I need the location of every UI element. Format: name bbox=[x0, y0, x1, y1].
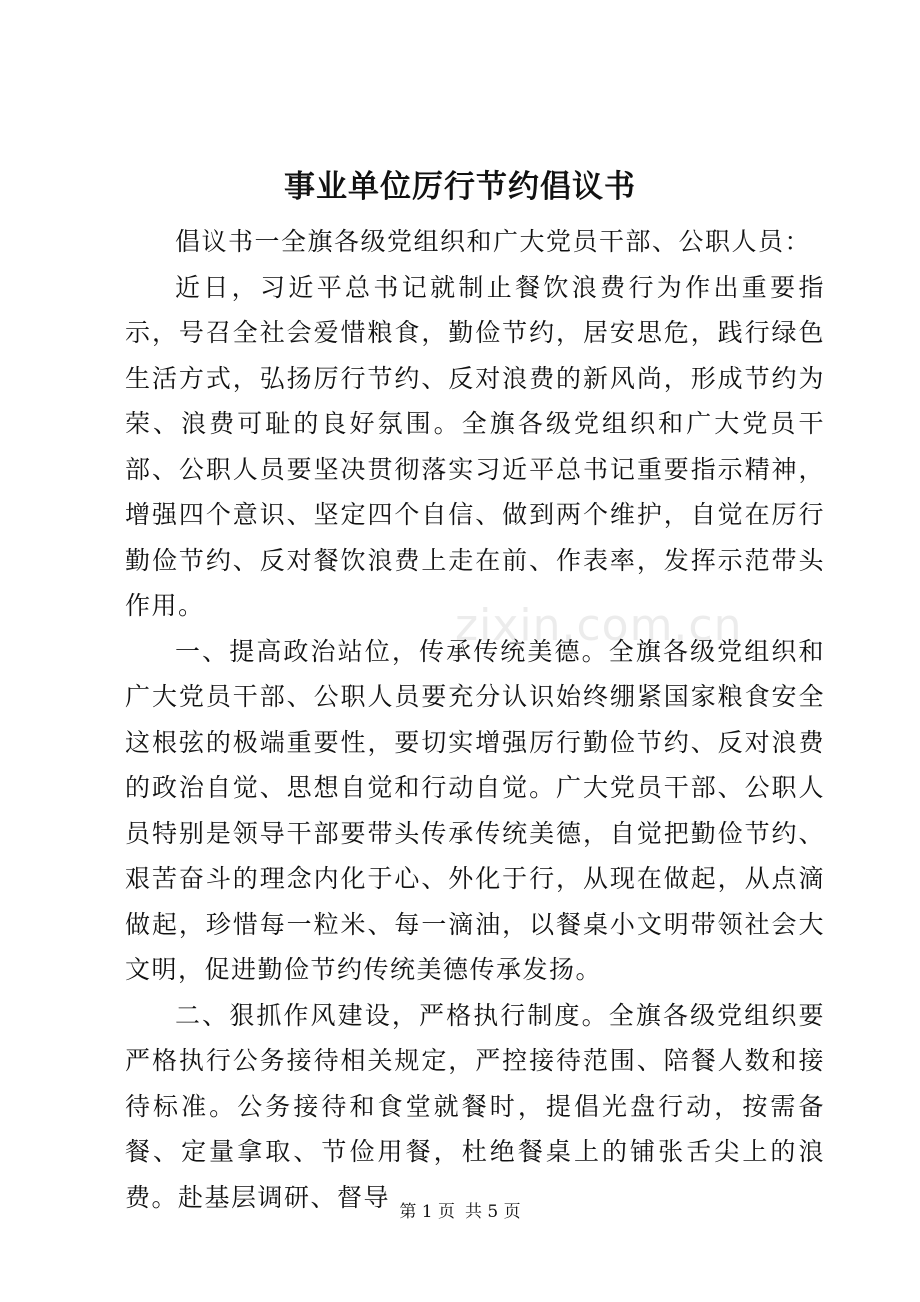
document-title: 事业单位厉行节约倡议书 bbox=[284, 169, 636, 205]
watermark: zixin.com.cn bbox=[455, 600, 743, 651]
page-footer bbox=[0, 1200, 920, 1224]
paragraph-section-two: 二、狠抓作风建设，严格执行制度。全旗各级党组织要严格执行公务接待相关规定，严控接待范围、陪餐人数和接待标准。公务接待和食堂就餐时，提倡光盘行动，按需备餐、定量拿取、节俭用餐，杜绝餐桌上的铺张舌尖上的浪费。赴基层调研、督导 bbox=[125, 1000, 825, 1212]
paragraph-section-one: 一、提高政治站位，传承传统美德。全旗各级党组织和广大党员干部、公职人员要充分认识始终绷紧国家粮食安全这根弦的极端重要性，要切实增强厉行勤俭节约、反对浪费的政治自觉、思想自觉和行动自觉。广大党员干部、公职人员特别是领导干部要带头传承传统美德，自觉把勤俭节约、艰苦奋斗的理念内化于心、外化于行，从现在做起，从点滴做起，珍惜每一粒米、每一滴油，以餐桌小文明带领社会大文明，促进勤俭节约传统美德传承发扬。 bbox=[125, 636, 825, 984]
document-body bbox=[125, 219, 825, 1220]
page-number: 第 1 页 bbox=[399, 1202, 455, 1222]
salutation: 倡议书一全旗各级党组织和广大党员干部、公职人员： bbox=[175, 227, 812, 256]
page-total: 共 5 页 bbox=[465, 1202, 521, 1222]
paragraph-intro: 近日，习近平总书记就制止餐饮浪费行为作出重要指示，号召全社会爱惜粮食，勤俭节约，居安思危，践行绿色生活方式，弘扬厉行节约、反对浪费的新风尚，形成节约为荣、浪费可耻的良好氛围。全旗各级党组织和广大党员干部、公职人员要坚决贯彻落实习近平总书记重要指示精神，增强四个意识、坚定四个自信、做到两个维护，自觉在厉行勤俭节约、反对餐饮浪费上走在前、作表率，发挥示范带头作用。 bbox=[125, 272, 825, 620]
